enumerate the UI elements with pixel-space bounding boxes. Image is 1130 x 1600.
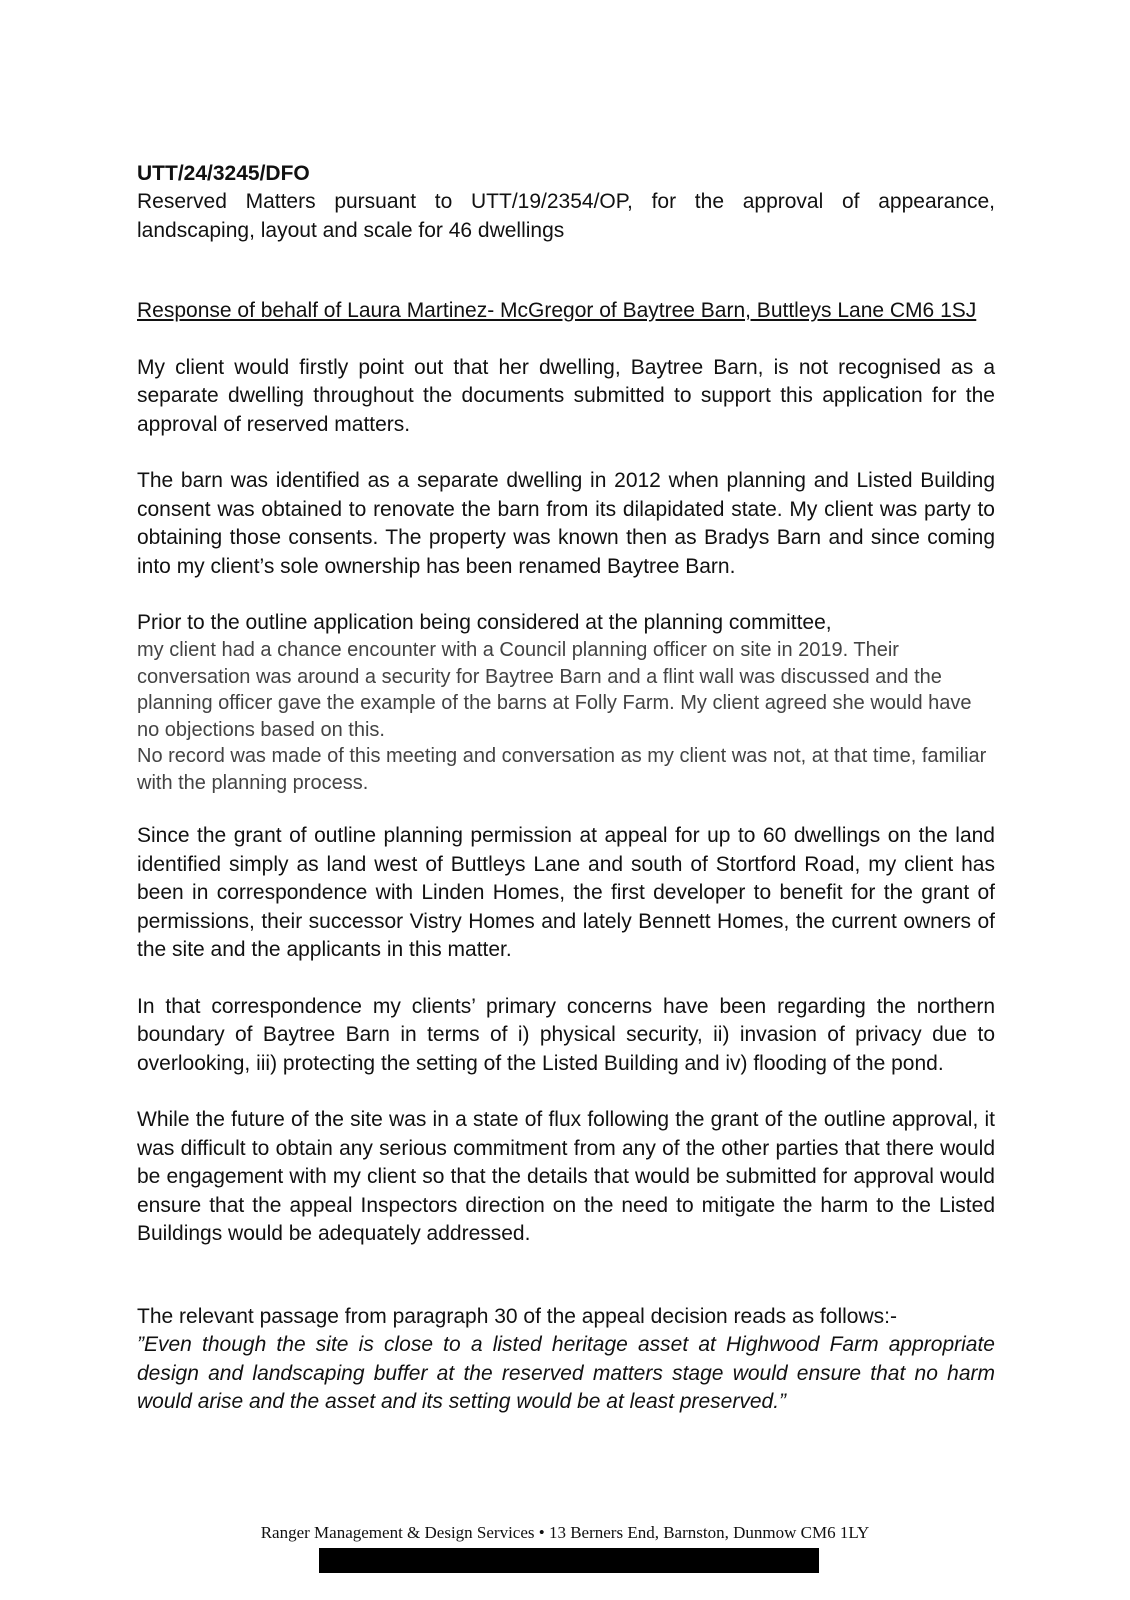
paragraph-commitment: While the future of the site was in a state of flux following the grant of the outline approval, it was difficult to obtain any serious commitment from any of the other parties that there would be engagement with my client so that the details that would be submitted for approval would ensure that the appeal Inspectors direction on the need to mitigate the harm to the Listed Buildings would be adequately addressed. <box>137 1108 995 1245</box>
footer-redaction-bar <box>319 1548 819 1573</box>
meeting-first-line: Prior to the outline application being considered at the planning committee, <box>137 611 832 634</box>
paragraph-recognition: My client would firstly point out that her dwelling, Baytree Barn, is not recognised as a separate dwelling throughout the documents submitted to support this application for the approval of reserved matters. <box>137 355 995 436</box>
meeting-continuation: my client had a chance encounter with a Council planning officer on site in 2019. Their conversation was around a security for Baytree Barn and a flint wall was discussed and the planning officer gave the example of the barns at Folly Farm. My client agreed she would have no objections based on this. <box>137 639 972 741</box>
paragraph-correspondence: Since the grant of outline planning permission at appeal for up to 60 dwellings on the land identified simply as land west of Buttleys Lane and south of Stortford Road, my client has been in correspondence with Linden Homes, the first developer to benefit for the grant of permissions, their successor Vistry Homes and lately Bennett Homes, the current owners of the site and the applicants in this matter. <box>137 824 995 961</box>
meeting-record-note: No record was made of this meeting and conversation as my client was not, at that time, familiar with the planning process. <box>137 745 987 794</box>
footer-address: Ranger Management & Design Services • 13 Berners End, Barnston, Dunmow CM6 1LY <box>260 1523 870 1542</box>
meeting-paragraph <box>137 609 995 796</box>
paragraph-concerns: In that correspondence my clients’ primary concerns have been regarding the northern boundary of Baytree Barn in terms of i) physical security, ii) invasion of privacy due to overlooking, iii) protecting the setting of the Listed Building and iv) flooding of the pond. <box>137 994 995 1075</box>
document-body <box>137 160 995 1417</box>
application-description: Reserved Matters pursuant to UTT/19/2354/OP, for the approval of appearance, landscaping, layout and scale for 46 dwellings <box>137 190 995 242</box>
appeal-quote: ”Even though the site is close to a listed heritage asset at Highwood Farm appropriate design and landscaping buffer at the reserved matters stage would ensure that no harm would arise and the asset and its setting would be at least preserved.” <box>137 1333 995 1413</box>
application-reference: UTT/24/3245/DFO <box>137 162 310 185</box>
response-heading: Response of behalf of Laura Martinez- McGregor of Baytree Barn, Buttleys Lane CM6 1SJ <box>137 299 977 322</box>
paragraph-barn-history: The barn was identified as a separate dwelling in 2012 when planning and Listed Building consent was obtained to renovate the barn from its dilapidated state. My client was party to obtaining those consents. The property was known then as Bradys Barn and since coming into my client’s sole ownership has been renamed Baytree Barn. <box>137 469 995 578</box>
passage-intro: The relevant passage from paragraph 30 of the appeal decision reads as follows:- <box>137 1304 897 1328</box>
